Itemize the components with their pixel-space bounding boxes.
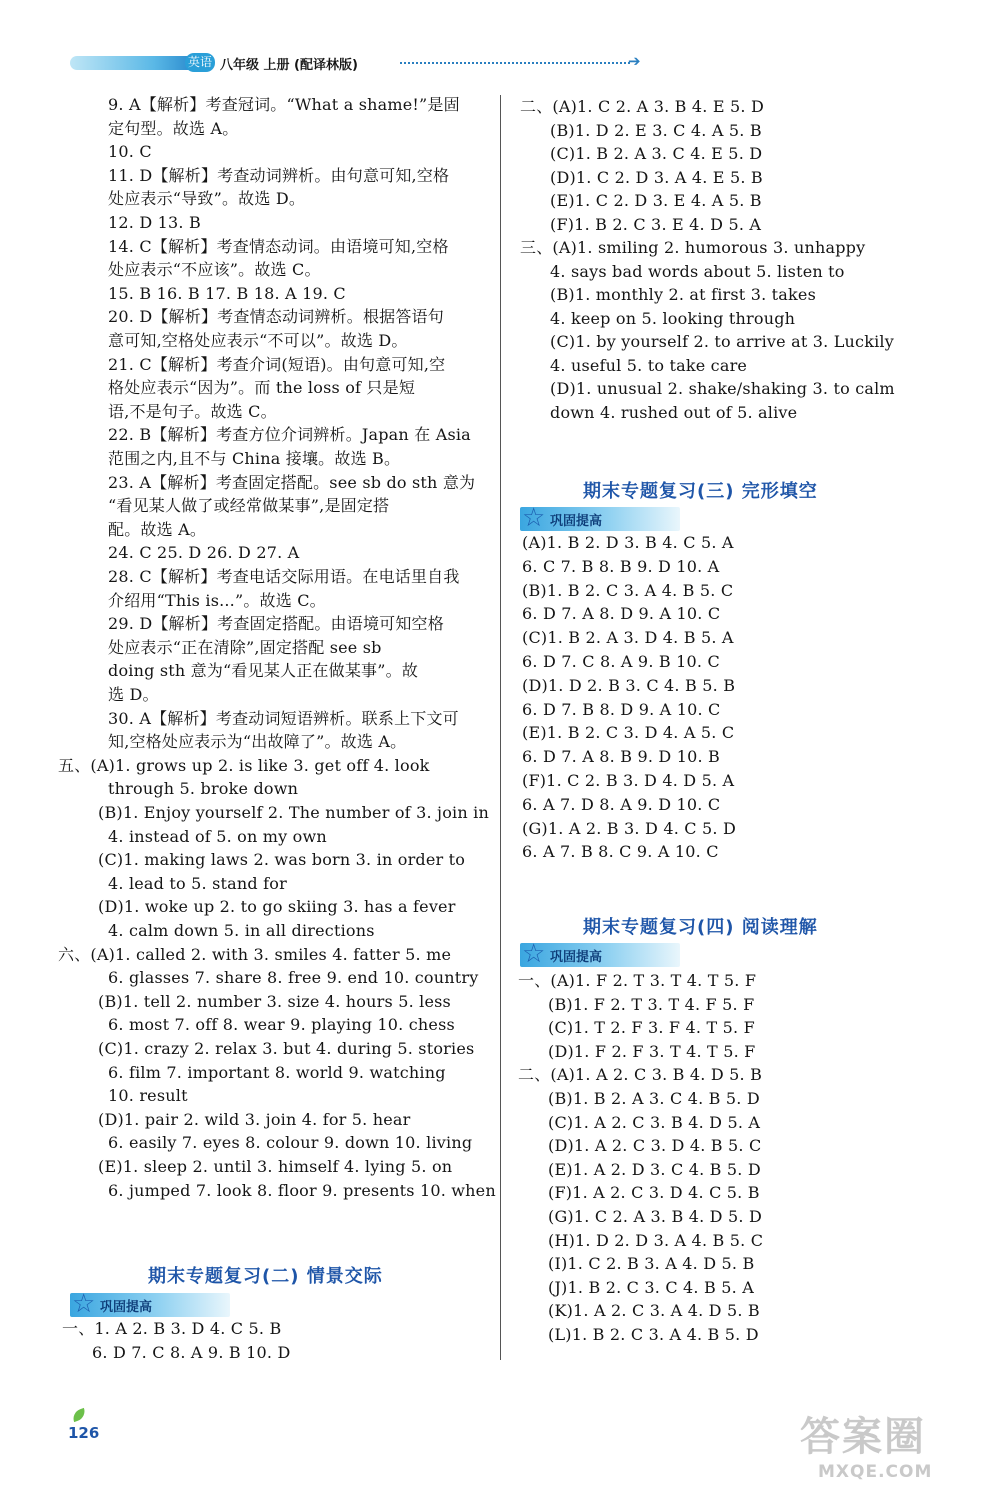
answer-line: (D)1. unusual 2. shake/shaking 3. to calm <box>550 379 895 398</box>
consolidate-banner-4 <box>520 939 680 969</box>
answer-line: 4. says bad words about 5. listen to <box>550 261 845 281</box>
answer-line: 范围之内,且不与 China 接壤。故选 B。 <box>108 449 401 468</box>
answer-line: 4. useful 5. to take care <box>550 355 748 375</box>
answer-line: 6. A 7. B 8. C 9. A 10. C <box>522 842 719 862</box>
answer-line: (I)1. C 2. B 3. A 4. D 5. B <box>548 1254 755 1274</box>
answer-line: 配。故选 A。 <box>108 519 207 539</box>
answer-line: doing sth 意为“看见某人正在做某事”。故 <box>108 661 419 681</box>
answer-line: 6. jumped 7. look 8. floor 9. presents 10. when <box>108 1180 496 1200</box>
answer-line: (A)1. B 2. D 3. B 4. C 5. A <box>522 533 734 552</box>
section-title-2: 期末专题复习(二) 情景交际 <box>148 1266 383 1287</box>
answer-line: (C)1. by yourself 2. to arrive at 3. Luckily <box>550 332 894 351</box>
answer-line: (C)1. making laws 2. was born 3. in order to <box>98 850 466 870</box>
answer-line: (C)1. crazy 2. relax 3. but 4. during 5. stories <box>98 1039 475 1058</box>
answer-line: (D)1. D 2. B 3. C 4. B 5. B <box>522 675 736 695</box>
answer-line: 21. C【解析】考查介词(短语)。由句意可知,空 <box>108 354 446 374</box>
answer-line: (C)1. A 2. C 3. B 4. D 5. A <box>548 1112 761 1132</box>
answer-line: 六、(A)1. called 2. with 3. smiles 4. fatter 5. me <box>58 944 452 964</box>
column-divider <box>500 95 501 1360</box>
star-icon: ☆ <box>522 503 546 533</box>
watermark-logo: 答案圈 <box>800 1414 926 1460</box>
answer-line: (B)1. D 2. E 3. C 4. A 5. B <box>550 120 762 140</box>
watermark <box>800 1405 932 1482</box>
answer-line: 知,空格处应表示为“出故障了”。故选 A。 <box>108 732 407 752</box>
answer-line: 11. D【解析】考查动词辨析。由句意可知,空格 <box>108 165 450 185</box>
answer-line: (E)1. A 2. D 3. C 4. B 5. D <box>548 1159 761 1179</box>
star-icon: ☆ <box>72 1289 96 1319</box>
answer-line: 28. C【解析】考查电话交际用语。在电话里自我 <box>108 567 460 586</box>
answer-line: 24. C 25. D 26. D 27. A <box>108 543 300 563</box>
answer-line: (B)1. Enjoy yourself 2. The number of 3. join in <box>98 803 489 822</box>
answer-line: 6. easily 7. eyes 8. colour 9. down 10. living <box>108 1133 473 1153</box>
consolidate-banner-2 <box>70 1289 230 1319</box>
answer-line: 格处应表示“因为”。而 the loss of 只是短 <box>108 378 416 398</box>
answer-line: down 4. rushed out of 5. alive <box>550 402 798 422</box>
answer-line: 一、(A)1. F 2. T 3. T 4. T 5. F <box>518 971 757 990</box>
answer-line: 20. D【解析】考查情态动词辨析。根据答语句 <box>108 307 444 327</box>
answer-line: 三、(A)1. smiling 2. humorous 3. unhappy <box>520 238 866 257</box>
answer-line: 语,不是句子。故选 C。 <box>108 401 277 421</box>
answer-line: (E)1. C 2. D 3. E 4. A 5. B <box>550 191 762 210</box>
answer-line: 4. lead to 5. stand for <box>108 873 287 893</box>
banner-label: 巩固提高 <box>550 950 603 965</box>
answer-line: “看见某人做了或经常做某事”,是固定搭 <box>108 496 390 516</box>
answer-line: 30. A【解析】考查动词短语辨析。联系上下文可 <box>108 708 459 728</box>
answer-line: 二、(A)1. A 2. C 3. B 4. D 5. B <box>518 1065 763 1085</box>
answer-line: 14. C【解析】考查情态动词。由语境可知,空格 <box>108 236 449 256</box>
answer-line: 22. B【解析】考查方位介词辨析。Japan 在 Asia <box>108 425 471 445</box>
answer-line: 选 D。 <box>108 685 159 704</box>
consolidate-banner-3 <box>520 503 680 533</box>
answer-line: (F)1. B 2. C 3. E 4. D 5. A <box>550 214 762 234</box>
answer-line: 4. keep on 5. looking through <box>550 308 796 328</box>
answer-line: (G)1. C 2. A 3. B 4. D 5. D <box>548 1207 762 1226</box>
answer-line: (F)1. A 2. C 3. D 4. C 5. B <box>548 1183 760 1203</box>
answer-line: 处应表示“导致”。故选 D。 <box>108 189 306 209</box>
answer-line: 15. B 16. B 17. B 18. A 19. C <box>108 283 346 303</box>
answer-line: (D)1. A 2. C 3. D 4. B 5. C <box>548 1136 762 1156</box>
answer-line: 介绍用“This is...”。故选 C。 <box>108 590 326 610</box>
answer-line: (F)1. C 2. B 3. D 4. D 5. A <box>522 771 735 790</box>
answer-line: 定句型。故选 A。 <box>108 118 239 138</box>
answer-line: 二、(A)1. C 2. A 3. B 4. E 5. D <box>520 97 765 116</box>
answer-line: 6. D 7. B 8. D 9. A 10. C <box>522 699 721 719</box>
answer-line: 6. glasses 7. share 8. free 9. end 10. country <box>108 968 479 988</box>
answer-line: (L)1. B 2. C 3. A 4. B 5. D <box>548 1325 759 1344</box>
answer-line: (B)1. tell 2. number 3. size 4. hours 5. less <box>98 991 451 1011</box>
section-title-4: 期末专题复习(四) 阅读理解 <box>583 917 818 938</box>
answer-line: (K)1. A 2. C 3. A 4. D 5. B <box>548 1301 760 1321</box>
answer-line: (D)1. woke up 2. to go skiing 3. has a fever <box>98 897 456 917</box>
answer-line: 6. D 7. C 8. A 9. B 10. D <box>92 1342 291 1362</box>
answer-line: 4. calm down 5. in all directions <box>108 921 375 940</box>
answer-line: 一、1. A 2. B 3. D 4. C 5. B <box>62 1319 282 1338</box>
answer-line: 29. D【解析】考查固定搭配。由语境可知空格 <box>108 614 444 634</box>
answer-line: (E)1. sleep 2. until 3. himself 4. lying 5. on <box>98 1157 453 1176</box>
answer-line: (J)1. B 2. C 3. C 4. B 5. A <box>548 1277 754 1297</box>
answer-line: (G)1. A 2. B 3. D 4. C 5. D <box>522 818 736 838</box>
answer-line: 6. D 7. A 8. B 9. D 10. B <box>522 747 721 767</box>
answer-line: 12. D 13. B <box>108 213 201 232</box>
answer-line: (H)1. D 2. D 3. A 4. B 5. C <box>548 1230 764 1250</box>
watermark-url: MXQE.COM <box>818 1462 933 1482</box>
answer-line: (D)1. F 2. F 3. T 4. T 5. F <box>548 1041 756 1061</box>
page-number: 126 <box>68 1424 100 1442</box>
header-decoration-bar <box>70 56 190 70</box>
answer-line: (D)1. C 2. D 3. A 4. E 5. B <box>550 167 763 187</box>
section-title-3: 期末专题复习(三) 完形填空 <box>583 481 818 502</box>
answer-line: 意可知,空格处应表示“不可以”。故选 D。 <box>108 331 408 350</box>
answer-line: 4. instead of 5. on my own <box>108 826 327 846</box>
answer-line: 6. film 7. important 8. world 9. watching <box>108 1062 446 1082</box>
answer-line: (C)1. T 2. F 3. F 4. T 5. F <box>548 1018 755 1038</box>
answer-line: 10. C <box>108 142 152 162</box>
answer-line: 6. D 7. A 8. D 9. A 10. C <box>522 604 721 624</box>
leaf-icon <box>71 1408 88 1422</box>
answer-line: (B)1. monthly 2. at first 3. takes <box>550 285 816 304</box>
answer-line: 处应表示“不应该”。故选 C。 <box>108 260 321 280</box>
answer-line: (B)1. B 2. C 3. A 4. B 5. C <box>522 580 734 600</box>
book-title: 八年级 上册 (配译林版) <box>220 58 358 73</box>
answer-line: (D)1. pair 2. wild 3. join 4. for 5. hear <box>98 1109 411 1129</box>
answer-line: (B)1. B 2. A 3. C 4. B 5. D <box>548 1089 760 1108</box>
answer-line: (C)1. B 2. A 3. C 4. E 5. D <box>550 144 763 163</box>
answer-line: 6. A 7. D 8. A 9. D 10. C <box>522 794 721 814</box>
answer-line: 10. result <box>108 1086 188 1106</box>
answer-line: 6. C 7. B 8. B 9. D 10. A <box>522 556 720 576</box>
answer-line: 23. A【解析】考查固定搭配。see sb do sth 意为 <box>108 472 476 492</box>
answer-line: through 5. broke down <box>108 779 299 799</box>
answer-line: (C)1. B 2. A 3. D 4. B 5. A <box>522 628 734 648</box>
banner-label: 巩固提高 <box>550 514 603 529</box>
subject-badge: 英语 <box>185 53 215 72</box>
banner-label: 巩固提高 <box>100 1300 153 1315</box>
header-dotted-line <box>400 62 630 64</box>
answer-line: 五、(A)1. grows up 2. is like 3. get off 4. look <box>58 755 430 775</box>
answer-line: 处应表示“正在清除”,固定搭配 see sb <box>108 637 382 657</box>
answer-line: (B)1. F 2. T 3. T 4. F 5. F <box>548 994 755 1014</box>
answer-line: 6. most 7. off 8. wear 9. playing 10. chess <box>108 1015 455 1035</box>
answer-line: 9. A【解析】考查冠词。“What a shame!”是固 <box>108 95 460 114</box>
arrow-right-icon: ➔ <box>628 52 641 70</box>
answer-line: (E)1. B 2. C 3. D 4. A 5. C <box>522 723 735 743</box>
star-icon: ☆ <box>522 939 546 969</box>
answer-line: 6. D 7. C 8. A 9. B 10. C <box>522 652 720 671</box>
page-header <box>70 52 650 76</box>
